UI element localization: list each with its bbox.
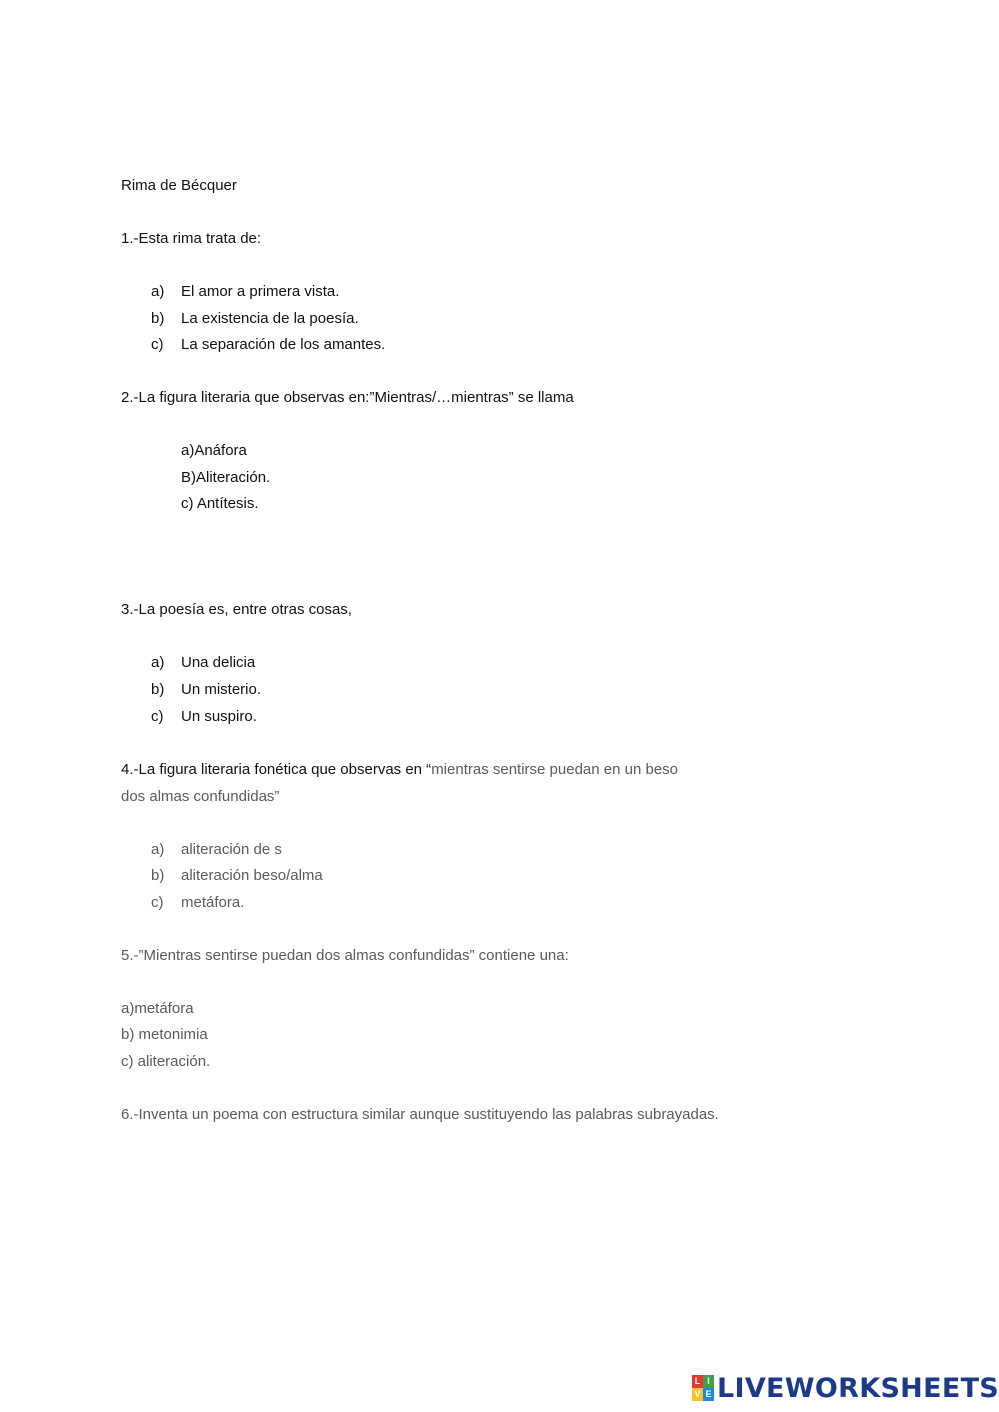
q3-option-b[interactable]: Un misterio. — [181, 681, 262, 698]
logo-icon-letter-v: V — [692, 1388, 703, 1401]
logo-icon-letter-e: E — [703, 1388, 714, 1401]
q4-option-c[interactable]: metáfora. — [181, 894, 245, 911]
q4-option-a[interactable]: aliteración de s — [181, 841, 282, 858]
q1-option-c-letter: c) — [151, 336, 164, 353]
q3-option-a-letter: a) — [151, 654, 165, 671]
logo-icon-letter-l: L — [692, 1375, 703, 1388]
question-4-quote: mientras sentirse puedan en un beso — [431, 761, 679, 778]
question-1: 1.-Esta rima trata de: — [121, 230, 262, 247]
liveworksheets-logo-icon — [692, 1375, 714, 1401]
question-4-lead: 4.-La figura literaria fonética que observas en “ — [121, 761, 432, 778]
q4-option-b[interactable]: aliteración beso/alma — [181, 867, 323, 884]
q5-option-b[interactable]: b) metonimia — [121, 1026, 208, 1043]
q1-option-a-letter: a) — [151, 283, 165, 300]
q3-option-b-letter: b) — [151, 681, 165, 698]
question-4 — [121, 760, 678, 780]
q4-option-a-letter: a) — [151, 841, 165, 858]
q3-option-a[interactable]: Una delicia — [181, 654, 256, 671]
question-4-line-2: dos almas confundidas” — [121, 788, 280, 805]
q2-option-b[interactable]: B)Aliteración. — [181, 469, 271, 486]
q1-option-a[interactable]: El amor a primera vista. — [181, 283, 340, 300]
q1-option-b-letter: b) — [151, 310, 165, 327]
q2-option-a[interactable]: a)Anáfora — [181, 442, 247, 459]
logo-icon-letter-i: I — [703, 1375, 714, 1388]
q5-option-a[interactable]: a)metáfora — [121, 1000, 194, 1017]
q2-option-c[interactable]: c) Antítesis. — [181, 495, 259, 512]
question-2: 2.-La figura literaria que observas en:”Mientras/…mientras” se llama — [121, 389, 574, 406]
q3-option-c[interactable]: Un suspiro. — [181, 708, 257, 725]
question-5: 5.-”Mientras sentirse puedan dos almas confundidas” contiene una: — [121, 947, 569, 964]
q1-option-b[interactable]: La existencia de la poesía. — [181, 310, 359, 327]
q3-option-c-letter: c) — [151, 708, 164, 725]
question-6: 6.-Inventa un poema con estructura similar aunque sustituyendo las palabras subrayadas. — [121, 1106, 719, 1123]
q5-option-c[interactable]: c) aliteración. — [121, 1053, 211, 1070]
liveworksheets-logo-text: LIVEWORKSHEETS — [717, 1372, 999, 1404]
q4-option-c-letter: c) — [151, 894, 164, 911]
page-title: Rima de Bécquer — [121, 177, 237, 194]
question-3: 3.-La poesía es, entre otras cosas, — [121, 601, 352, 618]
liveworksheets-logo — [692, 1373, 999, 1403]
q1-option-c[interactable]: La separación de los amantes. — [181, 336, 386, 353]
q4-option-b-letter: b) — [151, 867, 165, 884]
